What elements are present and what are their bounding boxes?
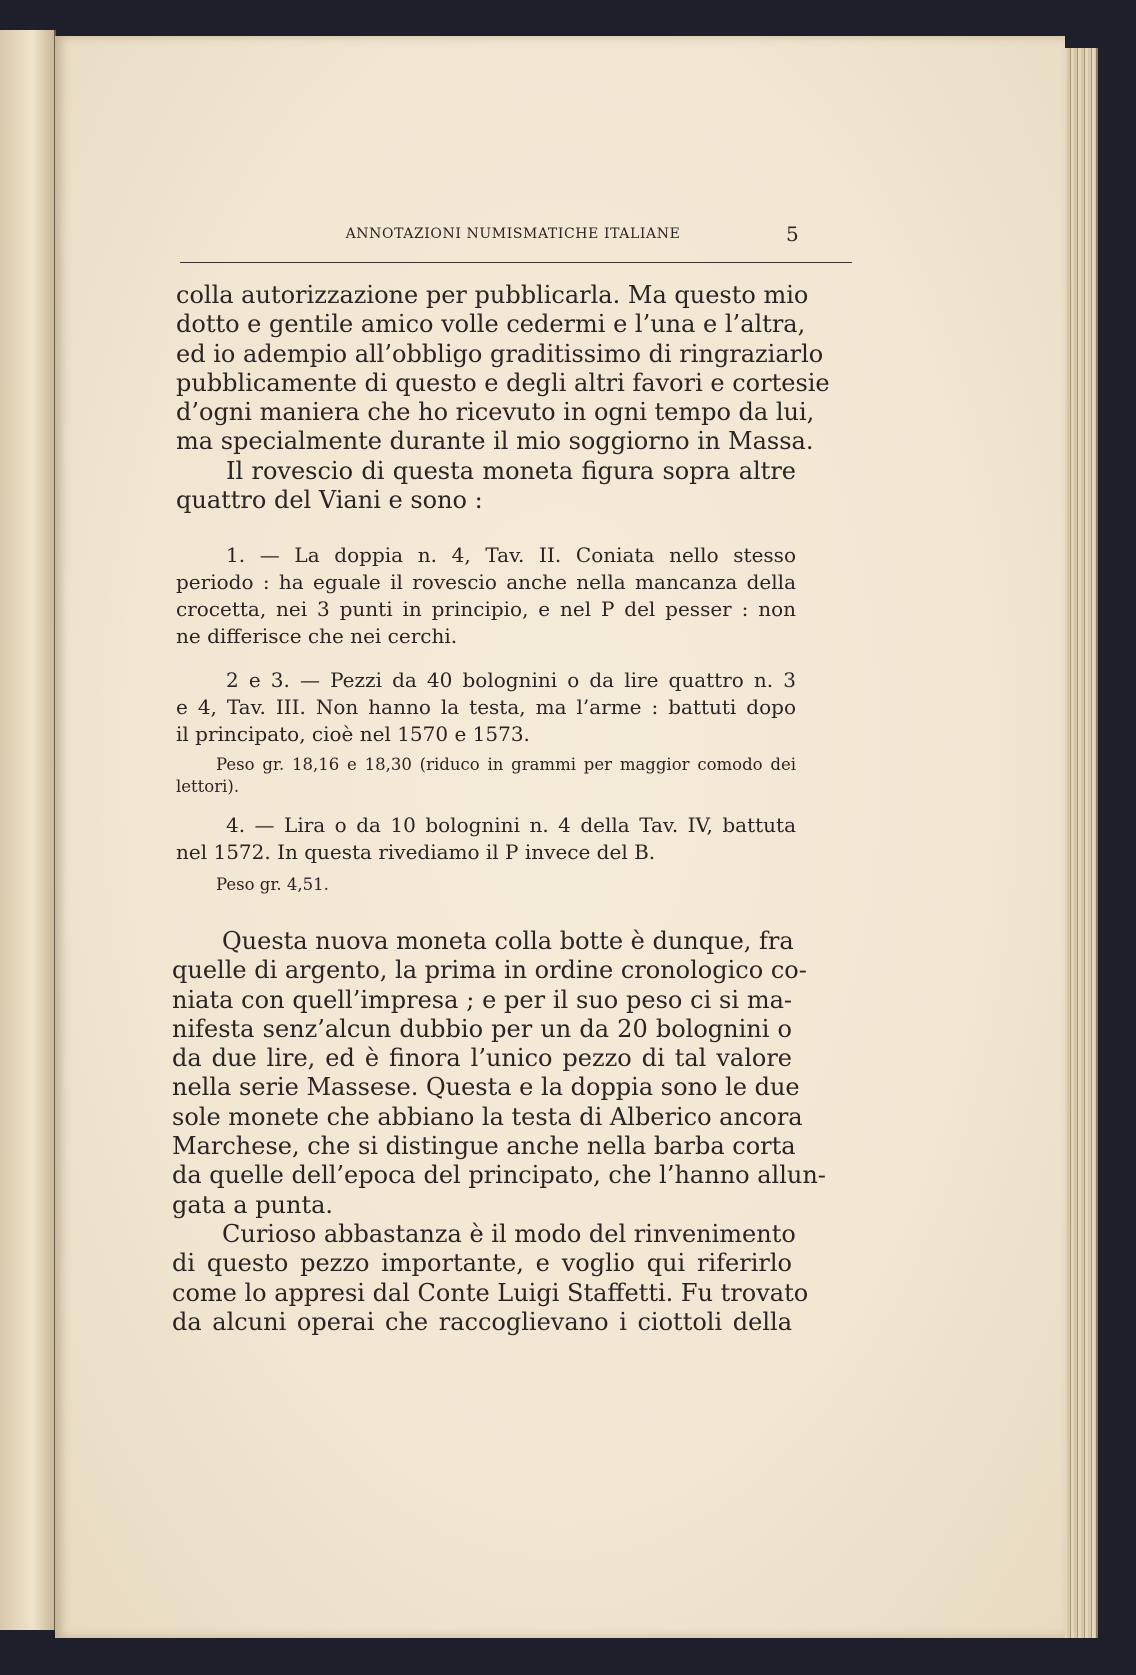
item-1 <box>176 542 796 650</box>
text-line: di questo pezzo importante, e voglio qui riferirlo <box>172 1249 792 1278</box>
text-line: quattro del Viani e sono : <box>176 486 483 515</box>
text-line: ne differisce che nei cerchi. <box>176 624 458 648</box>
page-stack-edges <box>1060 48 1098 1638</box>
page-number: 5 <box>786 222 799 246</box>
text-line: ma specialmente durante il mio soggiorno in Massa. <box>176 427 814 456</box>
item-4 <box>176 812 796 866</box>
text-line: 1. — La doppia n. 4, Tav. II. Coniata nello stesso <box>226 543 796 567</box>
text-line: 2 e 3. — Pezzi da 40 bolognini o da lire quattro n. 3 <box>226 668 796 692</box>
text-line: nel 1572. In questa rivediamo il P invece del B. <box>176 840 656 864</box>
item-2-3 <box>176 667 796 748</box>
text-line: crocetta, nei 3 punti in principio, e nel P del pesser : non <box>176 597 796 621</box>
text-line: Curioso abbastanza è il modo del rinvenimento <box>222 1219 796 1248</box>
text-line: sole monete che abbiano la testa di Alberico ancora <box>172 1102 803 1131</box>
text-line: gata a punta. <box>172 1190 334 1219</box>
book-page <box>55 36 1065 1638</box>
weight-note-4 <box>176 874 796 896</box>
paragraph-1 <box>176 281 830 515</box>
text-line: Marchese, che si distingue anche nella barba corta <box>172 1132 796 1161</box>
text-line: Peso gr. 18,16 e 18,30 (riduco in grammi per maggior comodo dei <box>216 755 796 774</box>
text-line: dotto e gentile amico volle cedermi e l’una e l’altra, <box>176 310 806 339</box>
text-line: nifesta senz’alcun dubbio per un da 20 bolognini o <box>172 1014 792 1043</box>
text-line: Questa nuova moneta colla botte è dunque, fra <box>222 927 794 955</box>
text-line: come lo appresi dal Conte Luigi Staffetti. Fu trovato <box>172 1278 809 1307</box>
text-line: e 4, Tav. III. Non hanno la testa, ma l’arme : battuti dopo <box>176 695 796 719</box>
text-line: 4. — Lira o da 10 bolognini n. 4 della Tav. IV, battuta <box>226 813 796 837</box>
text-line: ed io adempio all’obbligo graditissimo di ringraziarlo <box>176 339 824 368</box>
paragraph-3 <box>172 927 826 1337</box>
text-line: pubblicamente di questo e degli altri favori e cortesie <box>176 368 830 397</box>
text-line: lettori). <box>176 776 240 796</box>
text-line: Il rovescio di questa moneta figura sopra altre <box>226 456 796 485</box>
text-line: periodo : ha eguale il rovescio anche nella mancanza della <box>176 570 796 594</box>
weight-note-2-3 <box>176 754 796 797</box>
running-title: ANNOTAZIONI NUMISMATICHE ITALIANE <box>345 226 681 242</box>
text-line: da due lire, ed è finora l’unico pezzo di tal valore <box>172 1044 792 1073</box>
text-line: nella serie Massese. Questa e la doppia sono le due <box>172 1073 800 1102</box>
text-line: il principato, cioè nel 1570 e 1573. <box>176 722 530 746</box>
text-line: d’ogni maniera che ho ricevuto in ogni tempo da lui, <box>176 398 815 427</box>
text-line: niata con quell’impresa ; e per il suo peso ci si ma- <box>172 985 792 1014</box>
text-line: Peso gr. 4,51. <box>216 875 329 894</box>
text-line: quelle di argento, la prima in ordine cronologico co- <box>172 956 807 985</box>
text-line: colla autorizzazione per pubblicarla. Ma questo mio <box>176 281 809 309</box>
facing-page-edge <box>0 30 56 1630</box>
header-rule <box>180 262 852 263</box>
text-line: da quelle dell’epoca del principato, che l’hanno allun- <box>172 1161 826 1190</box>
text-line: da alcuni operai che raccoglievano i ciottoli della <box>172 1307 792 1336</box>
